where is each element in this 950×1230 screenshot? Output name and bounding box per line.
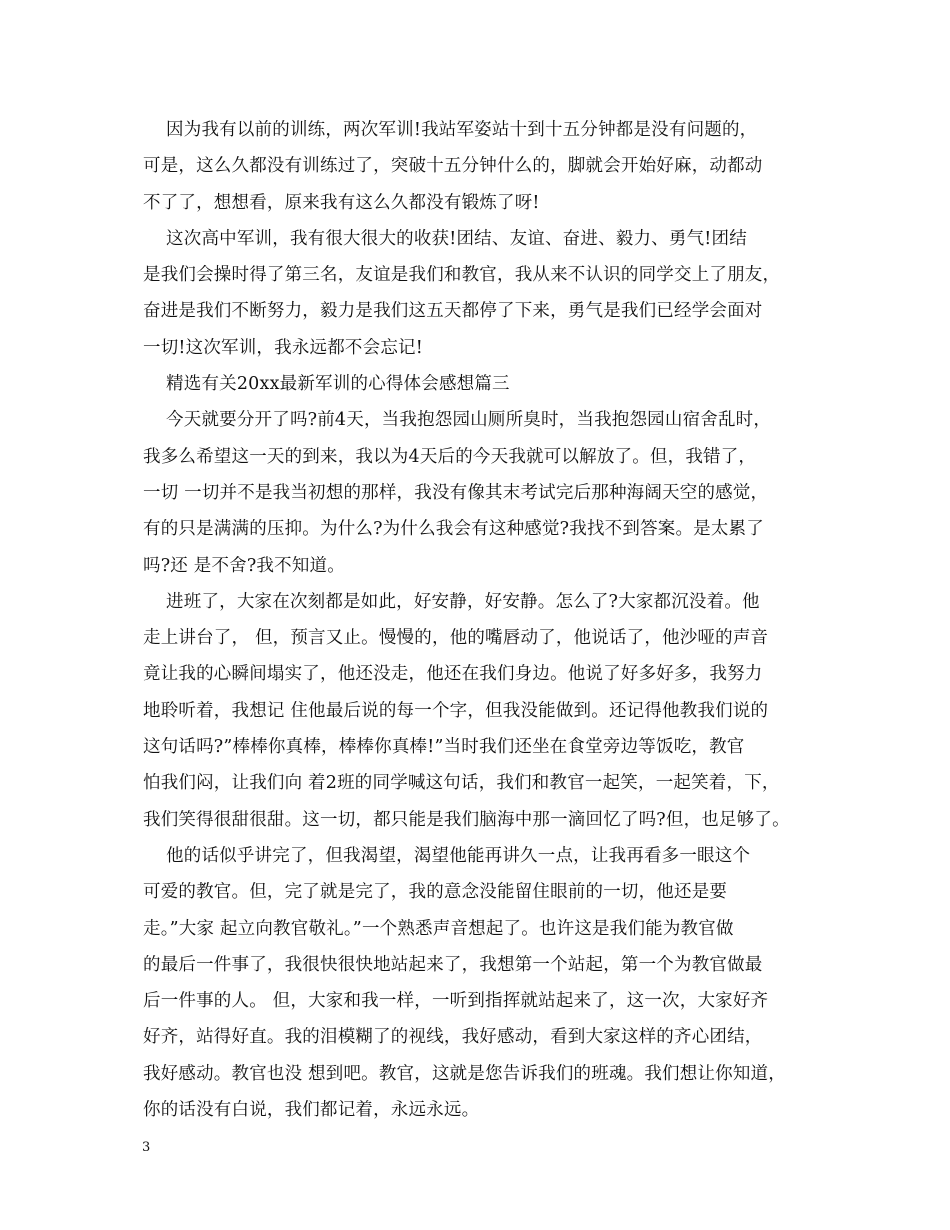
text-line: 是我们会操时得了第三名，友谊是我们和教官，我从来不认识的同学交上了朋友， (143, 265, 781, 286)
text-line: 一切 一切并不是我当初想的那样，我没有像其末考试完后那种海阔天空的感觉， (143, 482, 769, 503)
text-line: 因为我有以前的训练，两次军训!我站军姿站十到十五分钟都是没有问题的， (143, 120, 758, 140)
text-line: 这次高中军训，我有很大很大的收获!团结、友谊、奋进、毅力、勇气!团结 (143, 228, 747, 249)
text-line: 今天就要分开了吗?前4天，当我抱怨园山厕所臭时，当我抱怨园山宿舍乱时， (143, 410, 772, 431)
text-line: 的最后一件事了，我很快很快地站起来了，我想第一个站起，第一个为教官做最 (143, 954, 763, 975)
page-number: 3 (142, 1140, 151, 1155)
text-line: 竟让我的心瞬间塌实了，他还没走，他还在我们身边。他说了好多好多，我努力 (143, 664, 763, 685)
body-text (143, 116, 823, 1132)
text-line: 后一件事的人。 但，大家和我一样，一听到指挥就站起来了，这一次，大家好齐 (143, 991, 769, 1012)
text-line: 地聆听着，我想记 住他最后说的每一个字，但我没能做到。还记得他教我们说的 (143, 700, 769, 721)
text-line: 走。”大家 起立向教官敬礼。”一个熟悉声音想起了。也许这是我们能为教官做 (143, 918, 734, 939)
text-line: 我们笑得很甜很甜。这一切，都只能是我们脑海中那一滴回忆了吗?但，也足够了。 (143, 809, 790, 830)
text-line: 可是，这么久都没有训练过了，突破十五分钟什么的，脚就会开始好麻，动都动 (143, 156, 763, 177)
text-line: 我好感动。教官也没 想到吧。教官，这就是您告诉我们的班魂。我们想让你知道， (143, 1063, 786, 1084)
text-line: 一切!这次军训，我永远都不会忘记! (143, 337, 423, 358)
text-line: 他的话似乎讲完了，但我渴望，渴望他能再讲久一点，让我再看多一眼这个 (143, 845, 751, 866)
text-line: 我多么希望这一天的到来，我以为4天后的今天我就可以解放了。但，我错了， (143, 446, 757, 467)
text-line: 不了了，想想看，原来我有这么久都没有锻炼了呀! (143, 192, 540, 213)
text-line: 进班了，大家在次刻都是如此，好安静，好安静。怎么了?大家都沉没着。他 (143, 591, 760, 612)
text-line: 怕我们闷，让我们向 着2班的同学喊这句话，我们和教官一起笑，一起笑着，下， (143, 773, 780, 794)
text-line: 奋进是我们不断努力，毅力是我们这五天都停了下来，勇气是我们已经学会面对 (143, 301, 763, 322)
text-line: 好齐，站得好直。我的泪模糊了的视线，我好感动，看到大家这样的齐心团结， (143, 1027, 763, 1048)
text-line: 走上讲台了， 但，预言又止。慢慢的，他的嘴唇动了，他说话了，他沙哑的声音 (143, 628, 769, 649)
text-line: 可爱的教官。但，完了就是完了，我的意念没能留住眼前的一切，他还是要 (143, 882, 728, 903)
text-line: 吗?还 是不舍?我不知道。 (143, 555, 345, 576)
text-line: 你的话没有白说，我们都记着，永远永远。 (143, 1100, 480, 1121)
text-line: 有的只是满满的压抑。为什么?为什么我会有这种感觉?我找不到答案。是太累了 (143, 519, 764, 540)
section-heading: 精选有关20xx最新军训的心得体会感想篇三 (143, 374, 510, 395)
text-line: 这句话吗?”棒棒你真棒，棒棒你真棒!”当时我们还坐在食堂旁边等饭吃，教官 (143, 737, 745, 758)
